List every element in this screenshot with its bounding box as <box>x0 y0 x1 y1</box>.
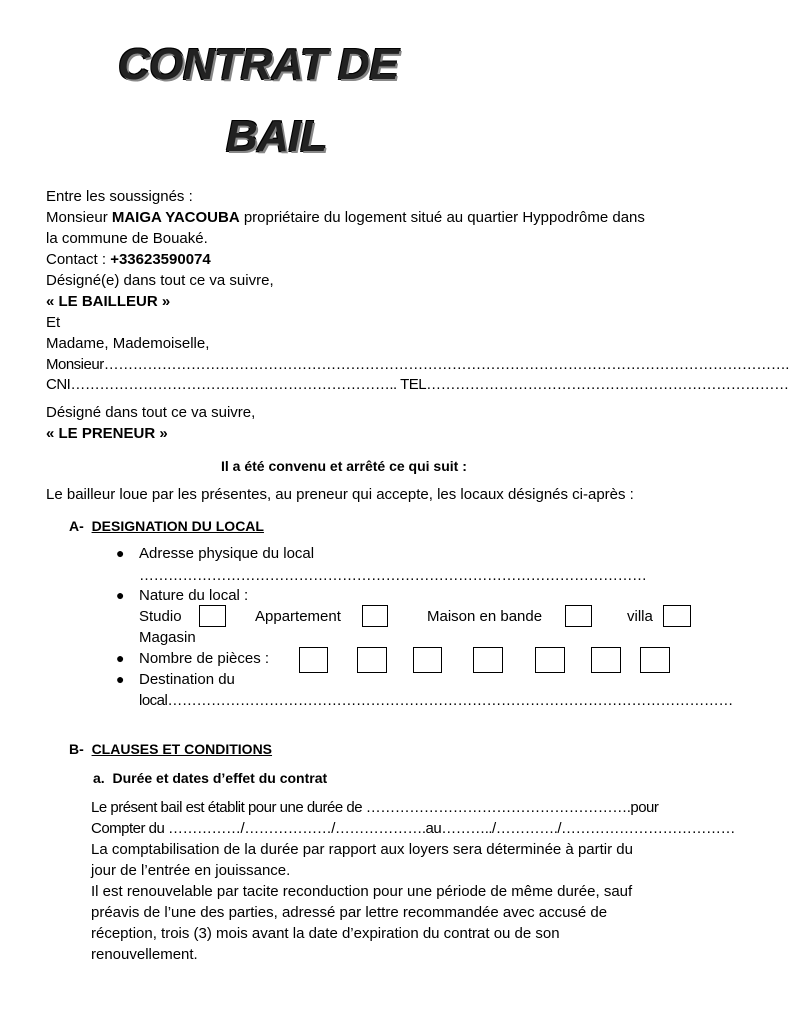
et-line: Et <box>46 314 61 331</box>
madame-line: Madame, Mademoiselle, <box>46 335 210 352</box>
nature-label: Nature du local : <box>139 587 249 604</box>
pieces-box-7[interactable] <box>640 647 670 673</box>
pieces-box-2[interactable] <box>357 647 387 673</box>
landlord-prefix: Monsieur <box>46 209 112 226</box>
contact-line <box>46 250 211 270</box>
pieces-box-4[interactable] <box>473 647 503 673</box>
section-b-heading <box>69 739 272 759</box>
bullet-icon: ● <box>116 671 125 687</box>
designe-preneur-line: Désigné dans tout ce va suivre, <box>46 404 256 421</box>
option-magasin-label: Magasin <box>139 629 196 646</box>
bullet-icon: ● <box>116 650 125 666</box>
loue-line: Le bailleur loue par les présentes, au preneur qui accepte, les locaux désignés ci-après : <box>46 486 634 503</box>
subsection-a-heading <box>93 768 327 788</box>
document-title-line1: CONTRAT DE <box>118 40 399 89</box>
section-b-title: CLAUSES ET CONDITIONS <box>91 741 273 757</box>
destination-field[interactable]: local……………………………………………………………………………………………………… <box>139 692 733 709</box>
duree-line[interactable]: Le présent bail est établit pour une durée de ……………………………………………….pour <box>91 799 659 816</box>
pieces-box-6[interactable] <box>591 647 621 673</box>
bullet-icon: ● <box>116 545 125 561</box>
intro-line: Entre les soussignés : <box>46 188 193 205</box>
landlord-line <box>46 208 645 228</box>
dates-line[interactable]: Compter du ……………/………………/……………….au………../…………./……………………………… <box>91 820 736 837</box>
bailleur-label: « LE BAILLEUR » <box>46 293 171 310</box>
checkbox-villa[interactable] <box>663 605 691 627</box>
pieces-box-1[interactable] <box>299 647 328 673</box>
section-a-heading <box>69 516 264 536</box>
agreement-heading: Il a été convenu et arrêté ce qui suit : <box>221 458 467 474</box>
paragraph-line: Il est renouvelable par tacite reconduction pour une période de même durée, sauf <box>91 883 633 900</box>
section-a-title: DESIGNATION DU LOCAL <box>91 518 264 534</box>
preneur-label: « LE PRENEUR » <box>46 425 168 442</box>
tel-field[interactable]: TEL………………………………………………………………… <box>396 376 789 393</box>
commune-line: la commune de Bouaké. <box>46 230 208 247</box>
pieces-box-5[interactable] <box>535 647 565 673</box>
contact-phone: +33623590074 <box>110 251 211 268</box>
section-a-prefix: A- <box>69 518 84 534</box>
contact-label: Contact : <box>46 251 111 268</box>
bullet-icon: ● <box>116 587 125 603</box>
checkbox-maison[interactable] <box>565 605 592 627</box>
section-b-prefix: B- <box>69 741 84 757</box>
landlord-location: propriétaire du logement situé au quartier Hyppodrôme dans <box>239 209 645 226</box>
adresse-field[interactable]: …………………………………………………………………………………………… <box>139 567 647 584</box>
adresse-label: Adresse physique du local <box>139 545 315 562</box>
subsection-a-prefix: a. <box>93 770 105 786</box>
paragraph-line: réception, trois (3) mois avant la date d’expiration du contrat ou de son <box>91 925 560 942</box>
pieces-box-3[interactable] <box>413 647 442 673</box>
paragraph-line: renouvellement. <box>91 946 198 963</box>
cni-tel-line <box>46 375 789 395</box>
option-maison-label: Maison en bande <box>427 608 543 625</box>
destination-label: Destination du <box>139 671 235 688</box>
paragraph-line: préavis de l’une des parties, adressé par lettre recommandée avec accusé de <box>91 904 608 921</box>
paragraph-line: jour de l’entrée en jouissance. <box>91 862 291 879</box>
option-appartement-label: Appartement <box>255 608 341 625</box>
cni-field[interactable]: CNI………………………………………………………….. <box>46 376 397 393</box>
subsection-a-title: Durée et dates d’effet du contrat <box>112 770 328 786</box>
paragraph-line: La comptabilisation de la durée par rapport aux loyers sera déterminée à partir du <box>91 841 633 858</box>
document-title-line2: BAIL <box>226 112 327 161</box>
designe-line: Désigné(e) dans tout ce va suivre, <box>46 272 274 289</box>
monsieur-field[interactable]: Monsieur……………………………………………………………………………………………………………………………. <box>46 356 789 373</box>
checkbox-studio[interactable] <box>199 605 226 627</box>
landlord-name: MAIGA YACOUBA <box>111 209 240 226</box>
option-studio-label: Studio <box>139 608 182 625</box>
pieces-label: Nombre de pièces : <box>139 650 270 667</box>
checkbox-appartement[interactable] <box>362 605 388 627</box>
option-villa-label: villa <box>627 608 653 625</box>
